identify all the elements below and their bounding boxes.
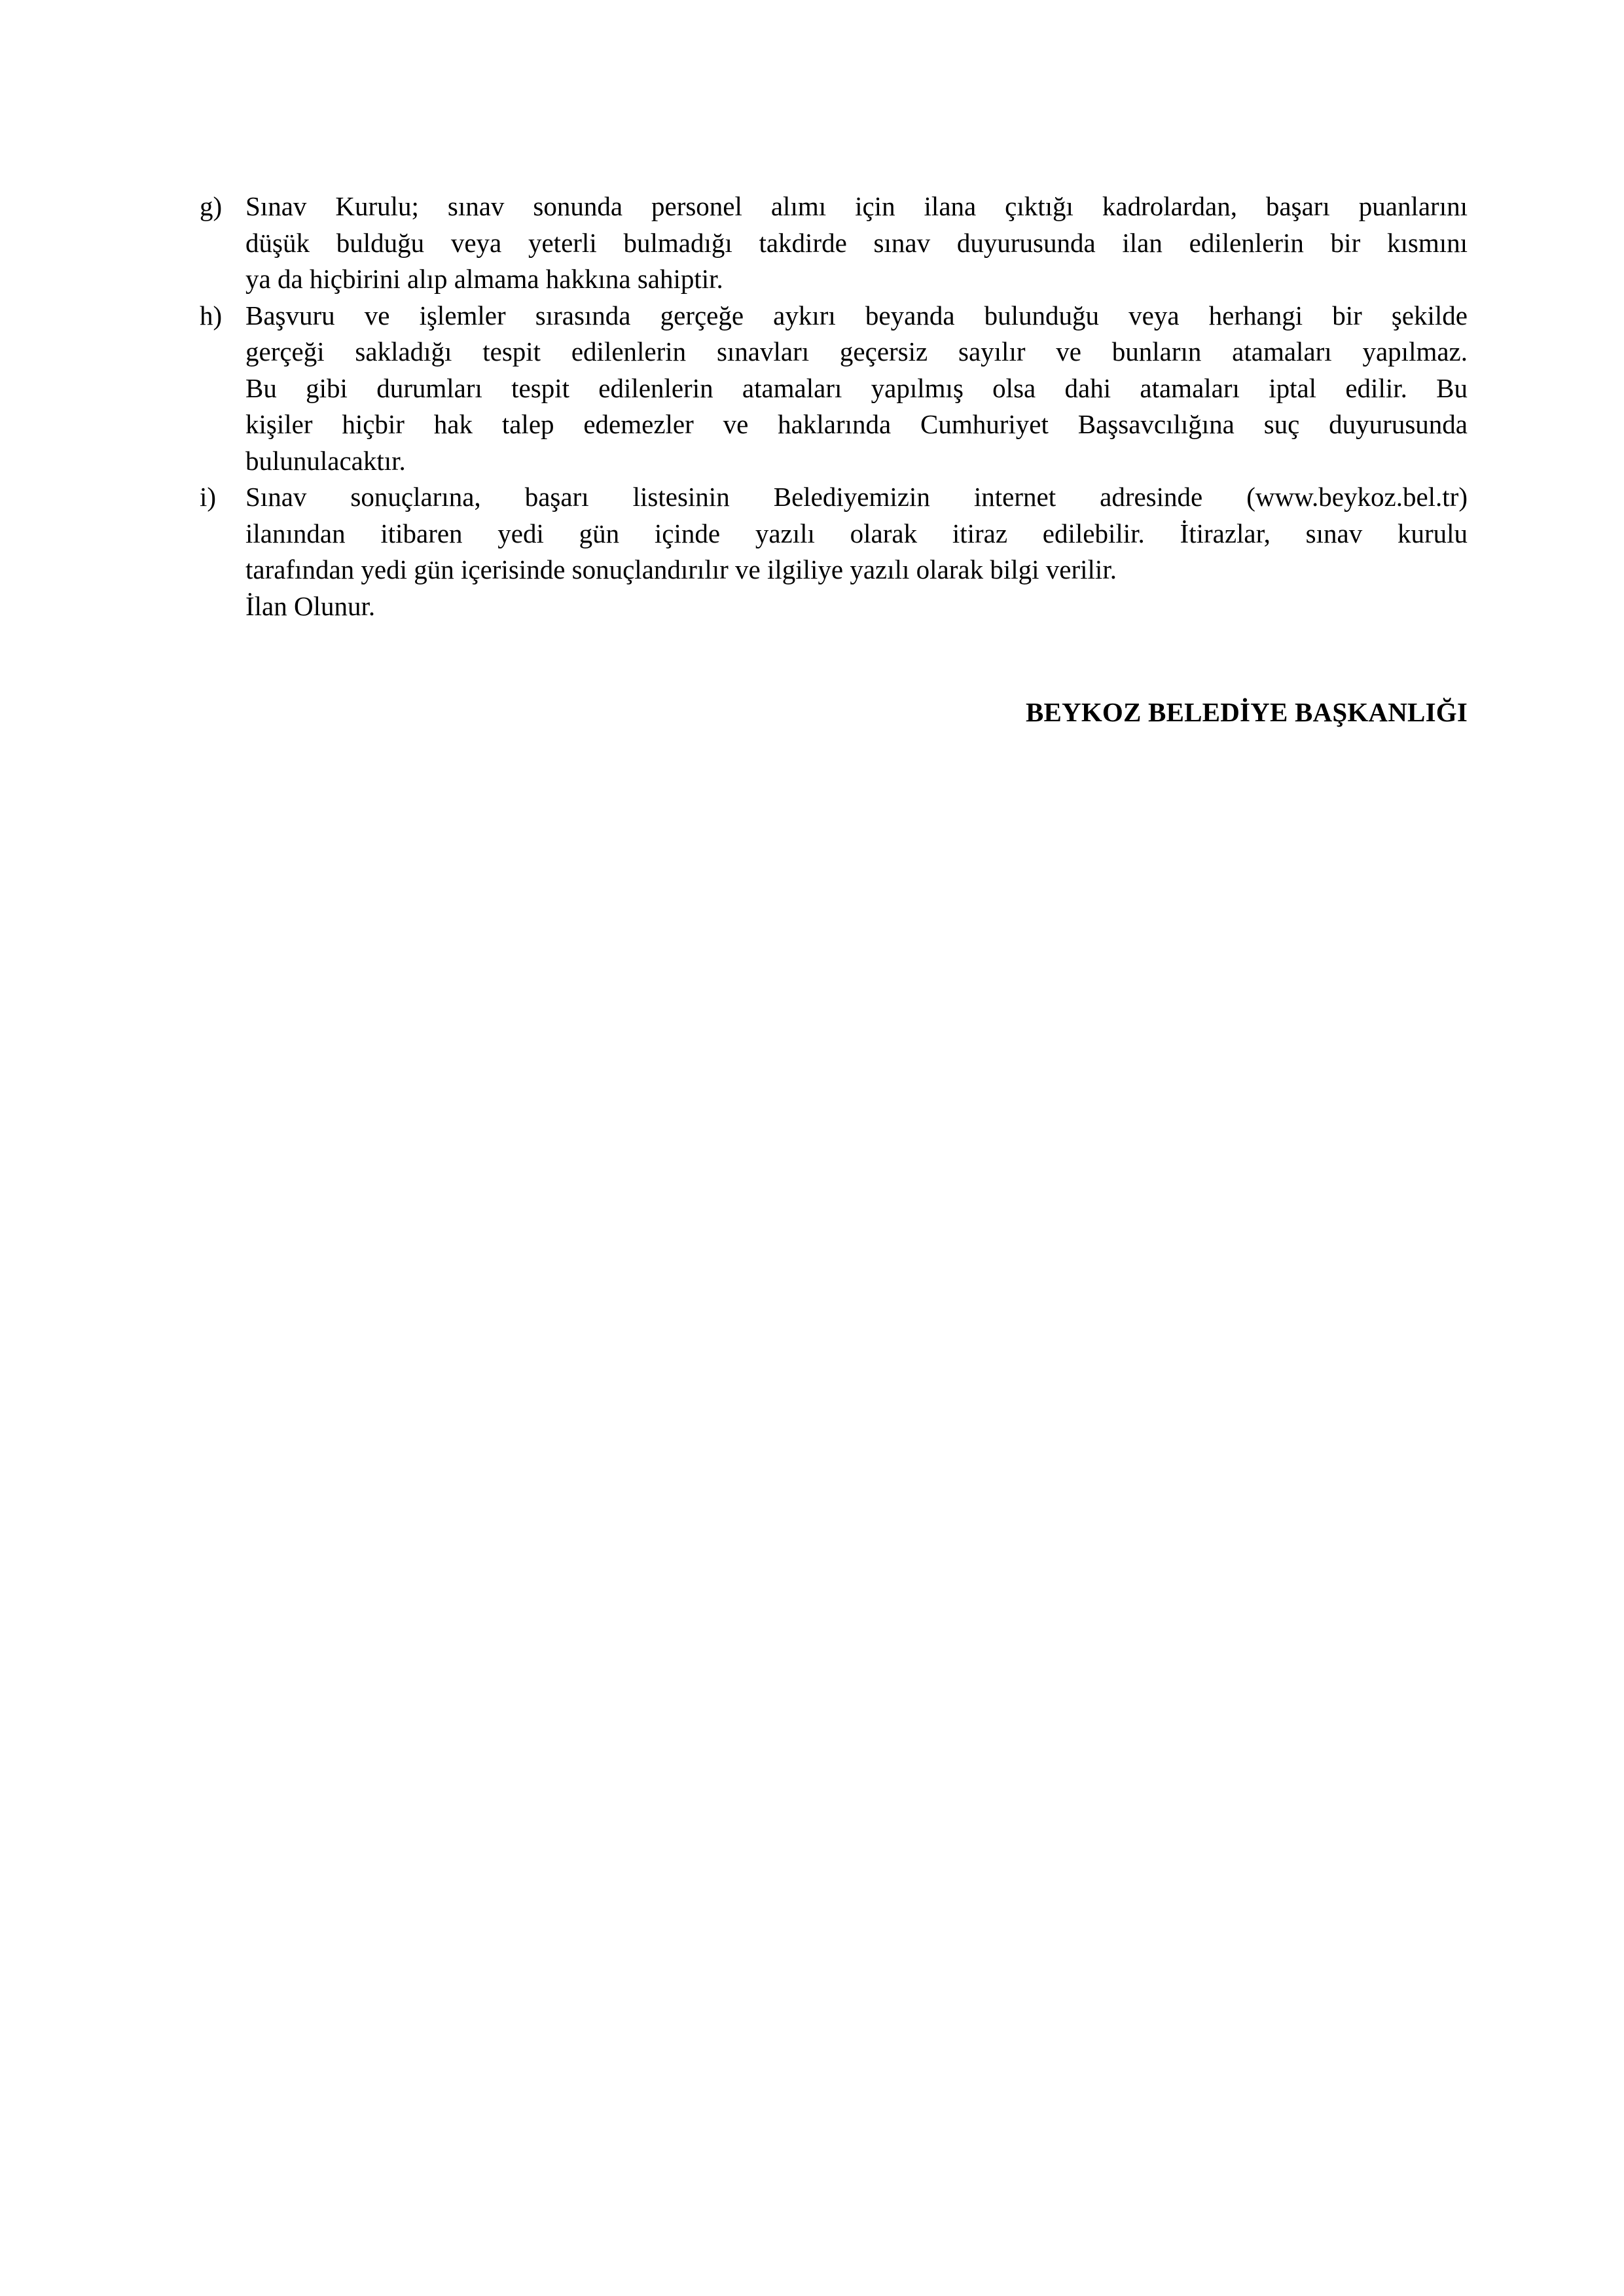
- document-body: [200, 188, 1468, 624]
- clause-text-i: [245, 479, 1468, 588]
- clause-g-line-3: ya da hiçbirini alıp almama hakkına sahiptir.: [245, 264, 723, 294]
- clause-h-line-2: gerçeği sakladığı tespit edilenlerin sınavları geçersiz sayılır ve bunların atamaları yapılmaz.: [245, 336, 1468, 367]
- clause-g-line-2: düşük bulduğu veya yeterli bulmadığı takdirde sınav duyurusunda ilan edilenlerin bir kısmını: [245, 227, 1468, 258]
- clause-i: [200, 479, 1468, 588]
- clause-h-line-3: Bu gibi durumları tespit edilenlerin atamaları yapılmış olsa dahi atamaları iptal edilir. Bu: [245, 372, 1468, 403]
- clause-h-line-1: Başvuru ve işlemler sırasında gerçeğe aykırı beyanda bulunduğu veya herhangi bir şekilde: [245, 300, 1468, 331]
- clause-h: [200, 298, 1468, 480]
- clause-text-h: [245, 298, 1468, 480]
- clause-g-line-1: Sınav Kurulu; sınav sonunda personel alımı için ilana çıktığı kadrolardan, başarı puanlarını: [245, 191, 1468, 221]
- clause-text-g: [245, 188, 1468, 298]
- clause-g: [200, 188, 1468, 298]
- clause-i-line-2: ilanından itibaren yedi gün içinde yazılı olarak itiraz edilebilir. İtirazlar, sınav kurulu: [245, 518, 1468, 548]
- signature-block: [200, 695, 1468, 729]
- clause-marker-g: g): [200, 191, 223, 221]
- closing-line: İlan Olunur.: [245, 590, 376, 621]
- clause-h-line-5: bulunulacaktır.: [245, 445, 406, 476]
- signature-authority: BEYKOZ BELEDİYE BAŞKANLIĞI: [1025, 697, 1468, 727]
- clause-i-line-3: tarafından yedi gün içerisinde sonuçlandırılır ve ilgiliye yazılı olarak bilgi verilir.: [245, 554, 1117, 584]
- clause-marker-h: h): [200, 300, 223, 331]
- clause-i-line-1: Sınav sonuçlarına, başarı listesinin Belediyemizin internet adresinde (www.beykoz.bel.tr): [245, 482, 1468, 512]
- clause-marker-i: i): [200, 482, 217, 512]
- clause-h-line-4: kişiler hiçbir hak talep edemezler ve haklarında Cumhuriyet Başsavcılığına suç duyurusunda: [245, 409, 1468, 439]
